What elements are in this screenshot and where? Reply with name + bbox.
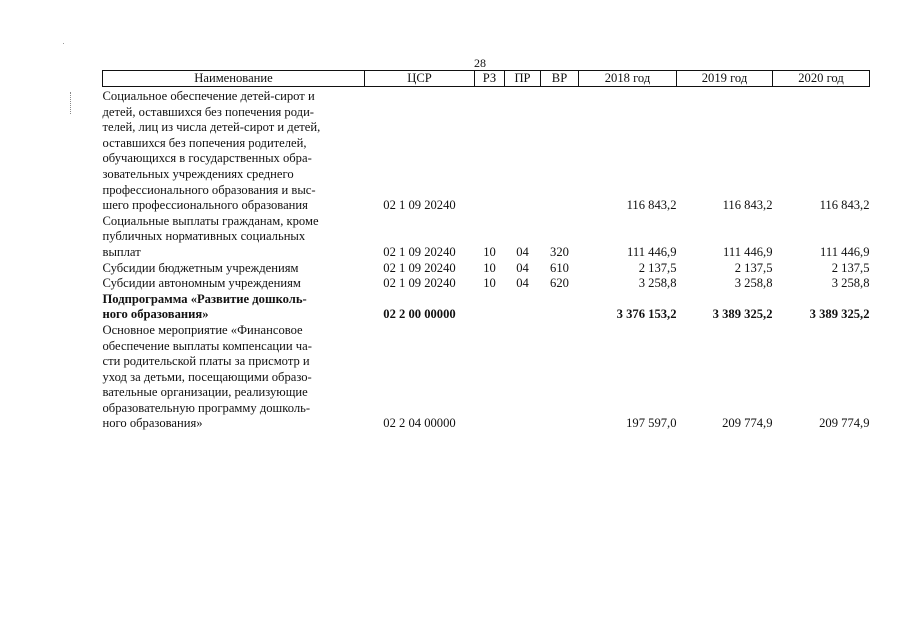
row-label: Субсидии автономным учреждениям — [102, 276, 301, 291]
table-row — [103, 292, 870, 323]
cell-csr: 02 2 04 00000 — [383, 416, 456, 431]
row-label: Социальное обеспечение детей-сирот и детей, оставшихся без попечения роди- телей, лиц из числа детей-сирот и детей, оставшихся без попечения родителей, обучающихся в государственных обра- зовательных учреждениях среднего профессионального образования и выс- шего профессионального образования — [102, 89, 321, 213]
cell-rz — [475, 292, 505, 323]
header-2020: 2020 год — [773, 71, 870, 87]
cell-rz — [475, 87, 505, 214]
page-number: 28 — [474, 56, 486, 70]
cell-2019: 116 843,2 — [722, 198, 773, 213]
table-row — [103, 214, 870, 261]
cell-name — [103, 276, 365, 292]
cell-vr: 620 — [550, 276, 569, 291]
cell-vr: 320 — [550, 244, 569, 259]
budget-table — [102, 70, 870, 432]
cell-pr: 04 — [516, 276, 529, 291]
cell-2018: 197 597,0 — [626, 416, 677, 431]
cell-2019: 3 258,8 — [734, 276, 773, 291]
cell-2020: 3 258,8 — [831, 276, 870, 291]
table-row — [103, 261, 870, 277]
header-csr: ЦСР — [365, 71, 475, 87]
scan-speck — [63, 43, 64, 44]
cell-name — [103, 214, 365, 261]
row-label: Субсидии бюджетным учреждениям — [102, 260, 299, 275]
cell-2020: 116 843,2 — [819, 198, 870, 213]
cell-pr: 04 — [516, 260, 529, 275]
cell-pr — [505, 292, 541, 323]
cell-csr: 02 1 09 20240 — [383, 260, 456, 275]
cell-2020: 3 389 325,2 — [809, 307, 870, 322]
cell-2018: 111 446,9 — [627, 244, 677, 259]
header-2019: 2019 год — [677, 71, 773, 87]
cell-rz: 10 — [483, 244, 496, 259]
cell-2020: 209 774,9 — [819, 416, 870, 431]
table-body — [103, 87, 870, 433]
table-row — [103, 276, 870, 292]
header-rz: РЗ — [475, 71, 505, 87]
header-vr: ВР — [541, 71, 579, 87]
cell-csr: 02 1 09 20240 — [383, 198, 456, 213]
cell-2018: 2 137,5 — [638, 260, 677, 275]
cell-2019: 209 774,9 — [722, 416, 773, 431]
table-header — [103, 71, 870, 87]
cell-vr — [541, 323, 579, 432]
cell-name — [103, 261, 365, 277]
cell-vr — [541, 292, 579, 323]
cell-2020: 2 137,5 — [831, 260, 870, 275]
cell-pr: 04 — [516, 244, 529, 259]
table-row — [103, 87, 870, 214]
table-row — [103, 323, 870, 432]
cell-vr: 610 — [550, 260, 569, 275]
margin-marks — [70, 92, 73, 114]
cell-pr — [505, 87, 541, 214]
header-2018: 2018 год — [579, 71, 677, 87]
cell-2018: 116 843,2 — [626, 198, 677, 213]
cell-2019: 3 389 325,2 — [712, 307, 773, 322]
row-label: Социальные выплаты гражданам, кроме публичных нормативных социальных выплат — [102, 213, 319, 259]
cell-name — [103, 292, 365, 323]
cell-2019: 111 446,9 — [723, 244, 773, 259]
cell-2018: 3 376 153,2 — [616, 307, 677, 322]
cell-vr — [541, 87, 579, 214]
header-name: Наименование — [103, 71, 365, 87]
cell-csr: 02 1 09 20240 — [383, 244, 456, 259]
cell-csr: 02 1 09 20240 — [383, 276, 456, 291]
cell-2018: 3 258,8 — [638, 276, 677, 291]
cell-name — [103, 323, 365, 432]
cell-rz: 10 — [483, 260, 496, 275]
cell-name — [103, 87, 365, 214]
row-label: Основное мероприятие «Финансовое обеспечение выплаты компенсации ча- сти родительской платы за присмотр и уход за детьми, посещающими образо- вательные организации, реализующие образовательную программу дошколь- ного образования» — [102, 322, 312, 431]
cell-pr — [505, 323, 541, 432]
cell-2020: 111 446,9 — [820, 244, 870, 259]
row-label: Подпрограмма «Развитие дошколь- ного образования» — [102, 291, 307, 322]
cell-rz: 10 — [483, 276, 496, 291]
cell-rz — [475, 323, 505, 432]
cell-2019: 2 137,5 — [734, 260, 773, 275]
header-pr: ПР — [505, 71, 541, 87]
cell-csr: 02 2 00 00000 — [383, 307, 456, 322]
